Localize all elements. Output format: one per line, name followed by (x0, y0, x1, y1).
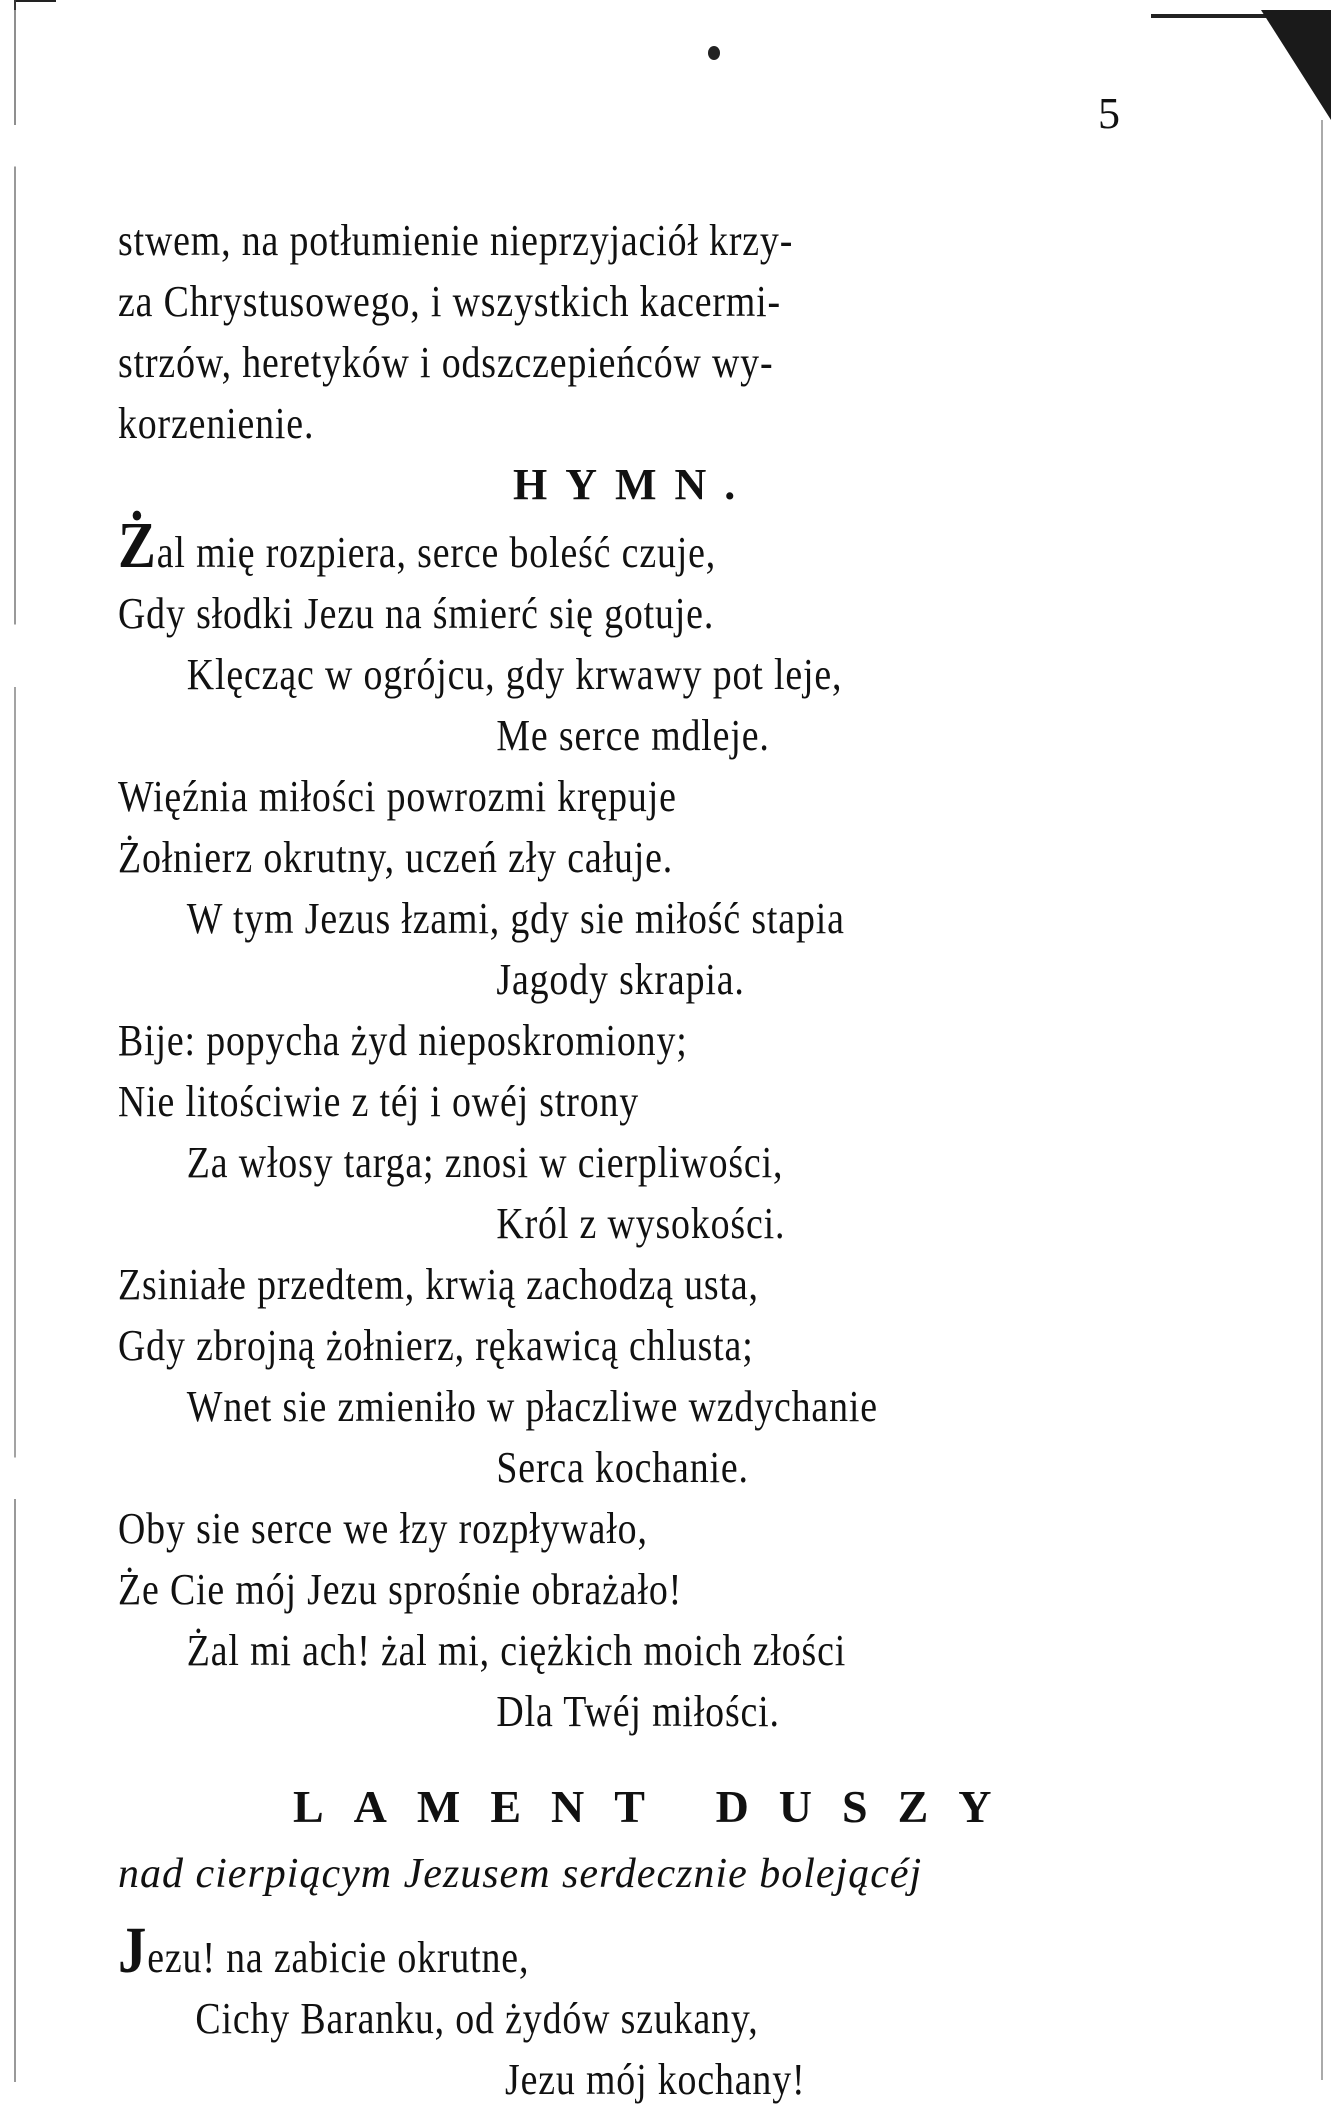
hymn-line (118, 1315, 1047, 1376)
lament-line (118, 1914, 1047, 1988)
hymn-line-text: Wnet sie zmieniło w płaczliwe wzdychanie (186, 1382, 878, 1431)
hymn-line (118, 1010, 1047, 1071)
ink-dot (708, 46, 720, 60)
hymn-line-text: Gdy słodki Jezu na śmierć się gotuje. (118, 589, 715, 638)
hymn-line (118, 1620, 1047, 1681)
intro-line: stwem, na potłumienie nieprzyjaciół krzy- (118, 216, 794, 265)
lament-line-text: ezu! na zabicie okrutne, (147, 1933, 530, 1982)
hymn-line (118, 509, 1047, 583)
hymn-line (118, 827, 1047, 888)
lament-title: LAMENT DUSZY (293, 1781, 1022, 1832)
hymn-line (118, 1193, 1047, 1254)
hymn-line (118, 1498, 1047, 1559)
scan-edge-right (1321, 120, 1323, 2080)
hymn-line (118, 583, 1047, 644)
hymn-line (118, 1132, 1047, 1193)
hymn-line-text: Żołnierz okrutny, uczeń zły całuje. (118, 833, 674, 882)
hymn-line-text: Dla Twéj miłości. (496, 1687, 780, 1736)
hymn-line-text: W tym Jezus łzami, gdy sie miłość stapia (186, 894, 845, 943)
hymn-line-text: Klęcząc w ogrójcu, gdy krwawy pot leje, (186, 650, 843, 699)
hymn-line-text: Jagody skrapia. (496, 955, 745, 1004)
hymn-line-text: Że Cie mój Jezu sprośnie obrażało! (118, 1565, 683, 1614)
hymn-line (118, 1071, 1047, 1132)
scan-corner-fold (1261, 10, 1331, 120)
lament-line-text: Cichy Baranku, od żydów szukany, (195, 1994, 759, 2043)
hymn-line-text: al mię rozpiera, serce boleść czuje, (156, 528, 717, 577)
hymn-title: HYMN. (513, 460, 754, 509)
hymn-line-text: Więźnia miłości powrozmi krępuje (118, 772, 677, 821)
hymn-line (118, 1376, 1047, 1437)
intro-line: strzów, heretyków i odszczepieńców wy- (118, 338, 774, 387)
page-number: 5 (1098, 89, 1120, 138)
hymn-line-text: Żal mi ach! żal mi, ciężkich moich złości (186, 1626, 847, 1675)
hymn-line-text: Me serce mdleje. (496, 711, 770, 760)
hymn-line (118, 1681, 1047, 1742)
lament-subtitle: nad cierpiącym Jezusem serdecznie bolejącéj (118, 1851, 923, 1897)
hymn-line-text: Serca kochanie. (496, 1443, 749, 1492)
hymn-line-text: Król z wysokości. (496, 1199, 786, 1248)
hymn-line (118, 888, 1047, 949)
intro-line: korzenienie. (118, 399, 315, 448)
scan-edge-left (14, 0, 16, 2082)
lament-line-text: Jezu mój kochany! (505, 2055, 806, 2104)
scan-edge-top-left (14, 0, 56, 10)
intro-paragraph (118, 210, 1198, 454)
hymn-verses (118, 509, 1198, 1742)
hymn-line (118, 644, 1047, 705)
hymn-line-text: Za włosy targa; znosi w cierpliwości, (186, 1138, 784, 1187)
hymn-line-text: Nie litościwie z téj i owéj strony (118, 1077, 640, 1126)
hymn-line (118, 766, 1047, 827)
lament-line (118, 2049, 1047, 2110)
lament-initial-letter: J (118, 1914, 148, 1987)
hymn-initial-letter: Ż (118, 509, 157, 582)
hymn-line (118, 1254, 1047, 1315)
intro-line: za Chrystusowego, i wszystkich kacermi- (118, 277, 782, 326)
hymn-line-text: Bije: popycha żyd nieposkromiony; (118, 1016, 688, 1065)
hymn-line (118, 1559, 1047, 1620)
hymn-line-text: Zsiniałe przedtem, krwią zachodzą usta, (118, 1260, 759, 1309)
hymn-line (118, 949, 1047, 1010)
page-body (118, 210, 1198, 2110)
hymn-line (118, 705, 1047, 766)
hymn-line-text: Gdy zbrojną żołnierz, rękawicą chlusta; (118, 1321, 754, 1370)
hymn-line-text: Oby sie serce we łzy rozpływało, (118, 1504, 648, 1553)
lament-line (118, 1988, 1047, 2049)
hymn-line (118, 1437, 1047, 1498)
